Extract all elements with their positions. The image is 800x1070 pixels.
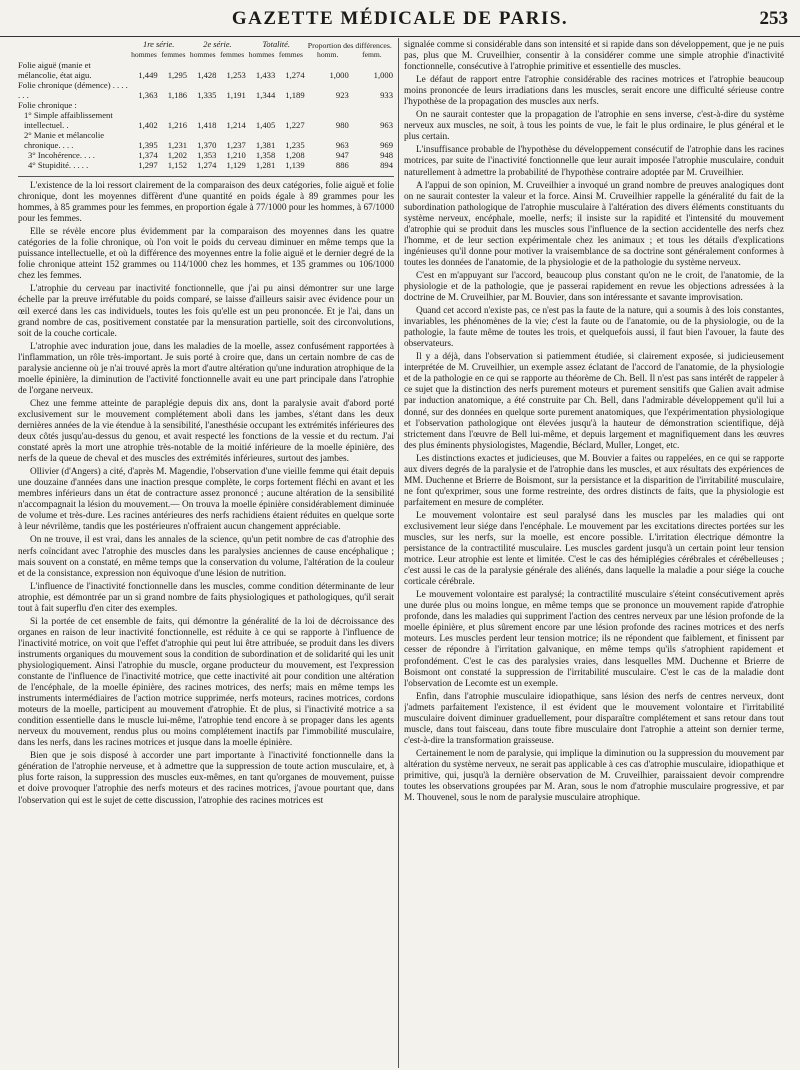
cell: 1,210 [226,150,246,160]
group-header: Proportion des différences. [307,41,392,50]
cell: 1,381 [255,140,276,150]
paragraph: Le mouvement volontaire est seul paralysé dans les muscles par les maladies qui ont exclusivement leur siége dans l'encéphale. Le mouvement par les excitations directes portées sur les muscles, sur les nerfs, sur la moelle, est encore possible. L'irritation électrique démontre la persistance de la contractilité musculaire. Les muscles gardent jusqu'à un certain point leur tension motrice. Leur atrophie est lente et limitée. C'est le cas des hémiplégies cérébrales et cérébelleuses ; c'est aussi le cas de la paralysie générale des aliénés, dans laquelle la maladie a pour siége la couche corticale cérébrale. [404,510,784,588]
paragraph: L'existence de la loi ressort clairement de la comparaison des deux catégories, folie aiguë et folie chronique, dont les moyennes diffèrent d'une quantité en poids égale à 89 grammes pour les hommes, à 85 grammes pour les femmes, en proportion égale à 77/1000 pour les hommes, à 67/1000 pour les femmes. [18,181,394,225]
cell: 1,418 [197,120,217,130]
brain-weight-table [18,40,394,170]
cell: 1,370 [197,140,217,150]
cell: 1,129 [226,160,246,170]
paragraph: Enfin, dans l'atrophie musculaire idiopathique, sans lésion des nerfs de centres nerveux, dont j'admets parfaitement l'existence, il est évident que le mouvement volontaire et l'irritabilité musculaire doivent diminuer graduellement, pour disparaître complétement et sans retour dans tout muscle, dans tout faisceau, dans toute fibre musculaire dont l'atrophie a atteint son dernier terme, c'est-à-dire la transformation graisseuse. [404,691,784,746]
cell: 1,000 [373,70,393,80]
cell: 1,363 [138,90,158,100]
row-label: 4° Stupidité. . . . . [28,160,89,170]
cell: 1,191 [226,90,246,100]
cell: 1,402 [138,120,158,130]
cell: 923 [335,90,349,100]
cell: 1,335 [197,90,217,100]
row-label: Folie chronique (démence) . . . . . . . [18,80,128,100]
cell: 947 [335,150,349,160]
cell: 969 [380,140,393,150]
row-label: Folie aiguë (manie et mélancolie, état aigu. [18,60,92,80]
cell: 894 [380,160,393,170]
page-header [0,8,800,37]
table-row [18,110,394,130]
page-number: 253 [759,8,788,29]
paragraph: Quand cet accord n'existe pas, ce n'est pas la faute de la nature, qui a soumis à des lois constantes, invariables, les phénomènes de la vie; c'est la faute ou de l'anatomie, ou de la physiologie, ou de la pathologie, la faute même de toutes les trois, et quelquefois aussi, il faut bien l'avouer, la faute des observateurs. [404,306,784,350]
table-group-header-row [18,40,394,50]
subheader: femmes [278,50,303,59]
cell: 1,235 [285,140,305,150]
paragraph: L'atrophie du cerveau par inactivité fonctionnelle, que j'ai pu ainsi démontrer sur une large échelle par la preuve irréfutable du poids comparé, se laisse d'ailleurs saisir avec évidence pour un œil exercé dans les cas individuels, toutes les fois qu'elle est un peu prononcée. Et je l'ai, dans un grand nombre de cas, positivement constatée par la mensuration partielle, soit des circonvolutions, soit de la couche corticale. [18,284,394,339]
table-row [18,60,394,80]
subheader: hommes [248,50,275,59]
paragraph: Certainement le nom de paralysie, qui implique la diminution ou la suppression du mouvement par altération du système nerveux, ne serait pas applicable à ces cas d'atrophie musculaire, idiopathique et primitive, qui, jusqu'à la dernière observation de M. Cruveilhier, paraissaient devoir comprendre toutes les observations groupées par M. Aran, sous le nom d'atrophie musculaire progressive, et par M. Thouvenel, sous le nom de paralysie musculaire atrophique. [404,748,784,804]
paragraph: Le défaut de rapport entre l'atrophie considérable des racines motrices et l'atrophie beaucoup moins prononcée de leurs irradiations dans les muscles, serait encore une difficulté sérieuse contre l'hypothèse de la propagation des muscles aux nerfs. [404,75,784,108]
journal-title: GAZETTE MÉDICALE DE PARIS. [231,8,569,29]
cell: 980 [335,120,349,130]
paragraph: Le mouvement volontaire est paralysé; la contractilité musculaire s'éteint consécutivement après une durée plus ou moins longue, en même temps que se prononce un mouvement rapide d'atrophie profonde, dans les maladies qui suppriment l'action des centres nerveux par une lésion profonde de la moelle épinière, et plus sûrement encore par une lésion profonde des racines motrices et des nerfs moteurs. Les muscles perdent leur tension motrice; ils ne répondent que faiblement, et finissent par cesser de répondre à l'irritation galvanique, en même temps qu'ils s'atrophient rapidement et profondément. C'est le cas des paralysies vraies, dans lesquelles MM. Duchenne et Brierre de Boismont ont constaté la suppression de l'irritabilité musculaire. C'est le cas de la maladie dont l'observation de Lecomte est un exemple. [404,590,784,689]
cell: 1,405 [255,120,276,130]
paragraph: signalée comme si considérable dans son intensité et si rapide dans son développement, que je ne puis pas, plus que M. Cruveilhier, consentir à la considérer comme une simple atrophie d'inactivité fonctionnelle, consécutive à l'atrophie primitive et essentielle des muscles. [404,40,784,73]
cell: 1,433 [255,70,276,80]
cell: 1,237 [226,140,246,150]
cell: 963 [335,140,349,150]
cell: 886 [335,160,349,170]
paragraph: L'insuffisance probable de l'hypothèse du développement consécutif de l'atrophie dans les racines motrices, par suite de l'inactivité fonctionnelle que leur aurait imposée l'atrophie musculaire, conduit naturellement à admettre la probabilité de l'hypothèse contraire adoptée par M. Cruveilhier. [404,145,784,178]
cell: 963 [380,120,393,130]
cell: 1,202 [167,150,188,160]
row-label: Folie chronique : [18,100,77,110]
cell: 1,186 [167,90,188,100]
subheader: femm. [362,50,382,59]
cell: 1,214 [226,120,246,130]
right-column [404,40,784,1065]
group-header: Totalité. [262,40,290,49]
paragraph: C'est en m'appuyant sur l'accord, beaucoup plus constant qu'on ne le croit, de l'anatomie, de la physiologie et de la pathologie, que je passerai rapidement en revue les objections adressées à la doctrine de M. Cruveilhier, par M. Bouvier, dans son intéressante et savante improvisation. [404,270,784,304]
cell: 1,281 [255,160,276,170]
cell: 1,000 [329,70,349,80]
subheader: hommes [131,50,157,59]
paragraph: L'influence de l'inactivité fonctionnelle dans les muscles, comme condition déterminante de leur atrophie, est démontrée par un si grand nombre de faits physiologiques et pathologiques, qu'il serait tout à fait superflu d'en citer des exemples. [18,581,394,614]
paragraph: Si la portée de cet ensemble de faits, qui démontre la généralité de la loi de décroissance des organes en raison de leur inactivité fonctionnelle, est réduite à ce qui se rapporte à l'influence de l'inactivité motrice, on voit que l'effet d'atrophie qui peut lui être attribuée, se produit dans les divers instruments organiques du mouvement sous la condition de subordination et de solidarité qui les unit physiologiquement. Ainsi l'atrophie du muscle, organe producteur du mouvement, est l'expression constante de l'influence de l'inactivité motrice, que cette inactivité ait pour condition une altération de l'encéphale, de la moelle épinière, des racines motrices, des nerfs; mais en même temps les instruments intermédiaires de l'action motrice supprimée, nerfs moteurs, racines motrices, cordons moteurs de la moelle, participent au mouvement d'atrophie. Et de plus, si l'inactivité motrice a sa condition essentielle dans le muscle lui-même, l'atrophie tend encore à se propager dans les agents nerveux du mouvement, rendus plus ou moins complétement inactifs par l'immobilité musculaire, dans les nerfs, dans les racines motrices et jusque dans la moelle épinière. [18,616,394,749]
table-row [18,80,394,100]
table-subheader-row [18,50,394,60]
paragraph: On ne saurait contester que la propagation de l'atrophie en sens inverse, c'est-à-dire du système nerveux aux muscles, ne soit, à tous les points de vue, le fait le plus ordinaire, le plus général et le plus certain. [404,110,784,143]
cell: 1,208 [285,150,305,160]
cell: 933 [380,90,393,100]
cell: 1,374 [138,150,158,160]
cell: 948 [380,150,393,160]
paragraph: Il y a déjà, dans l'observation si patiemment étudiée, si clairement exposée, si judicieusement interprétée de M. Cruveilhier, un exemple assez éclatant de l'accord de l'anatomie, de la physiologie et de la pathologie en ce qui se rapporte au théorème de Ch. Bell. Il n'est pas sans intérêt de rappeler à ce sujet que la distinction des nerfs purement moteurs et purement sensitifs que Galien avait admise par induction anatomique, a été construite par Ch. Bell, dans l'admirable développement qu'il lui a donné, sur des données en quelque sorte purement anatomiques, que l'expérimentation physiologique et l'observation pathologique ont élevées jusqu'à la hauteur de démonstration scientifique, déjà strictement dans l'œuvre de Bell lui-même, et depuis largement et magnifiquement dans les œuvres des plus éminents physiologistes, Magendie, Béclard, Muller, Longet, etc. [404,352,784,451]
cell: 1,152 [167,160,188,170]
cell: 1,295 [167,70,188,80]
cell: 1,449 [138,70,158,80]
paragraph: Bien que je sois disposé à accorder une part importante à l'inactivité fonctionnelle dans la génération de l'atrophie nerveuse, et à admettre que la suppression de toute action musculaire, et, à plus forte raison, la suppression des muscles eux-mêmes, en tant qu'organes de mouvement, puisse et doive provoquer l'atrophie des nerfs moteurs et des racines motrices, j'avoue pourtant que, dans l'observation qui est le sujet de cette discussion, l'atrophie des racines motrices est [18,751,394,806]
subheader: hommes [189,50,216,59]
table-row [18,160,394,170]
group-header: 2e série. [203,40,232,49]
cell: 1,189 [285,90,305,100]
table-row [18,150,394,160]
cell: 1,253 [226,70,246,80]
paragraph: Les distinctions exactes et judicieuses, que M. Bouvier a faites ou rappelées, en ce qui se rapporte aux divers degrés de la paralysie et de l'atrophie dans les muscles, et aux résultats des expériences de MM. Duchenne et Brierre de Boismont, sur la persistance et la disparition de l'irritabilité musculaire, ne font qu'exprimer, sous une forme restreinte, des ordres distincts de faits, que la physiologie est parfaitement en mesure de compléter. [404,453,784,508]
cell: 1,274 [285,70,305,80]
table-row [18,100,394,110]
cell: 1,395 [138,140,158,150]
cell: 1,231 [167,140,188,150]
cell: 1,139 [285,160,305,170]
group-header: 1re série. [143,40,175,49]
row-label: 2° Manie et mélancolie chronique. . . . [24,130,105,150]
paragraph: L'atrophie avec induration joue, dans les maladies de la moelle, assez confusément rapportées à l'inflammation, un rôle très-important. Je suis porté à croire que, dans un certain nombre de cas de paralysie ancienne où je n'ai trouvé après la mort d'autre altération qu'une induration atrophique de la moelle épinière, la diminution de l'activité fonctionnelle avait eu une part principale dans l'atrophie de l'organe nerveux. [18,341,394,396]
subheader: femmes [161,50,186,59]
cell: 1,274 [197,160,217,170]
cell: 1,358 [255,150,276,160]
cell: 1,428 [197,70,217,80]
cell: 1,216 [167,120,188,130]
row-label: 1° Simple affaiblissement intellectuel. . [24,110,113,130]
table-row [18,130,394,150]
paragraph: Chez une femme atteinte de paraplégie depuis dix ans, dont la paralysie avait d'abord porté exclusivement sur le mouvement complétement aboli dans les jambes, s'étant dans les deux dernières années de la vie étendue à la sensibilité, l'anesthésie occupant les extrémités inférieures des deux côtés jusqu'au-dessus du genou, et avait respecté les fonctions de la vessie et du rectum. J'ai constaté après la mort une atrophie très-notable de la moitié inférieure de la moelle épinière, des nerfs de la queue de cheval et des muscles des extrémités inférieures, surtout des jambes. [18,398,394,465]
cell: 1,344 [255,90,276,100]
cell: 1,353 [197,150,217,160]
paragraph: Ollivier (d'Angers) a cité, d'après M. Magendie, l'observation d'une vieille femme qui était depuis une douzaine d'années dans une inaction presque complète, le corps fortement fléchi en avant et les membres inférieurs dans un état de contracture assez prononcé ; aucune altération de la sensibilité n'accompagnait la lésion du mouvement.— On trouva la moelle épinière considérablement diminuée de volume et très-dure. Les racines antérieures des nerfs rachidiens étaient réduites en quelque sorte à leur névrilème, tandis que les postérieures n'offraient aucun changement appréciable. [18,467,394,533]
cell: 1,297 [138,160,158,170]
paragraph: A l'appui de son opinion, M. Cruveilhier a invoqué un grand nombre de preuves analogiques dont on ne saurait contester la valeur et la force. Ainsi M. Cruveilhier rappelle la généralité du fait de la subordination pathologique de l'atrophie musculaire à l'altération des divers éléments constituants du système nerveux, encéphale, moelle, nerfs; il insiste sur la rapidité et l'intensité du mouvement d'atrophie qui se produit dans les muscles sous l'influence de la section accidentelle des nerfs chez l'homme, et de leur section expérimentale chez les animaux ; et tous les détails d'explications ingénieuses qu'il donne pour motiver la vraisemblance de sa doctrine sont généralement conformes à toutes les données de l'anatomie, de la physiologie et de la pathologie du système nerveux. [404,180,784,268]
column-divider [398,38,399,1068]
paragraph: Elle se révèle encore plus évidemment par la comparaison des moyennes dans les quatre catégories de la folie chronique, où l'on voit le poids du cerveau diminuer en même temps que la puissance intellectuelle, et où la différence des moyennes entre la folie aiguë et le dernier degré de la folie chronique atteint 152 grammes ou 114/1000 chez les hommes, et 135 grammes ou 106/1000 chez les femmes. [18,227,394,282]
subheader: femmes [220,50,245,59]
row-label: 3° Incohérence. . . . [28,150,95,160]
paragraph: On ne trouve, il est vrai, dans les annales de la science, qu'un petit nombre de cas d'atrophie des nerfs coïncidant avec l'atrophie des muscles dans les paralysies anciennes de cause encéphalique ; mais souvent on a constaté, en même temps que la conservation du volume, l'altération de la couleur et de la consistance, expression non équivoque d'une lésion de nutrition. [18,535,394,579]
left-column [18,40,394,1065]
cell: 1,227 [285,120,305,130]
brain-weight-table-wrapper [18,40,394,177]
subheader: homm. [317,50,339,59]
